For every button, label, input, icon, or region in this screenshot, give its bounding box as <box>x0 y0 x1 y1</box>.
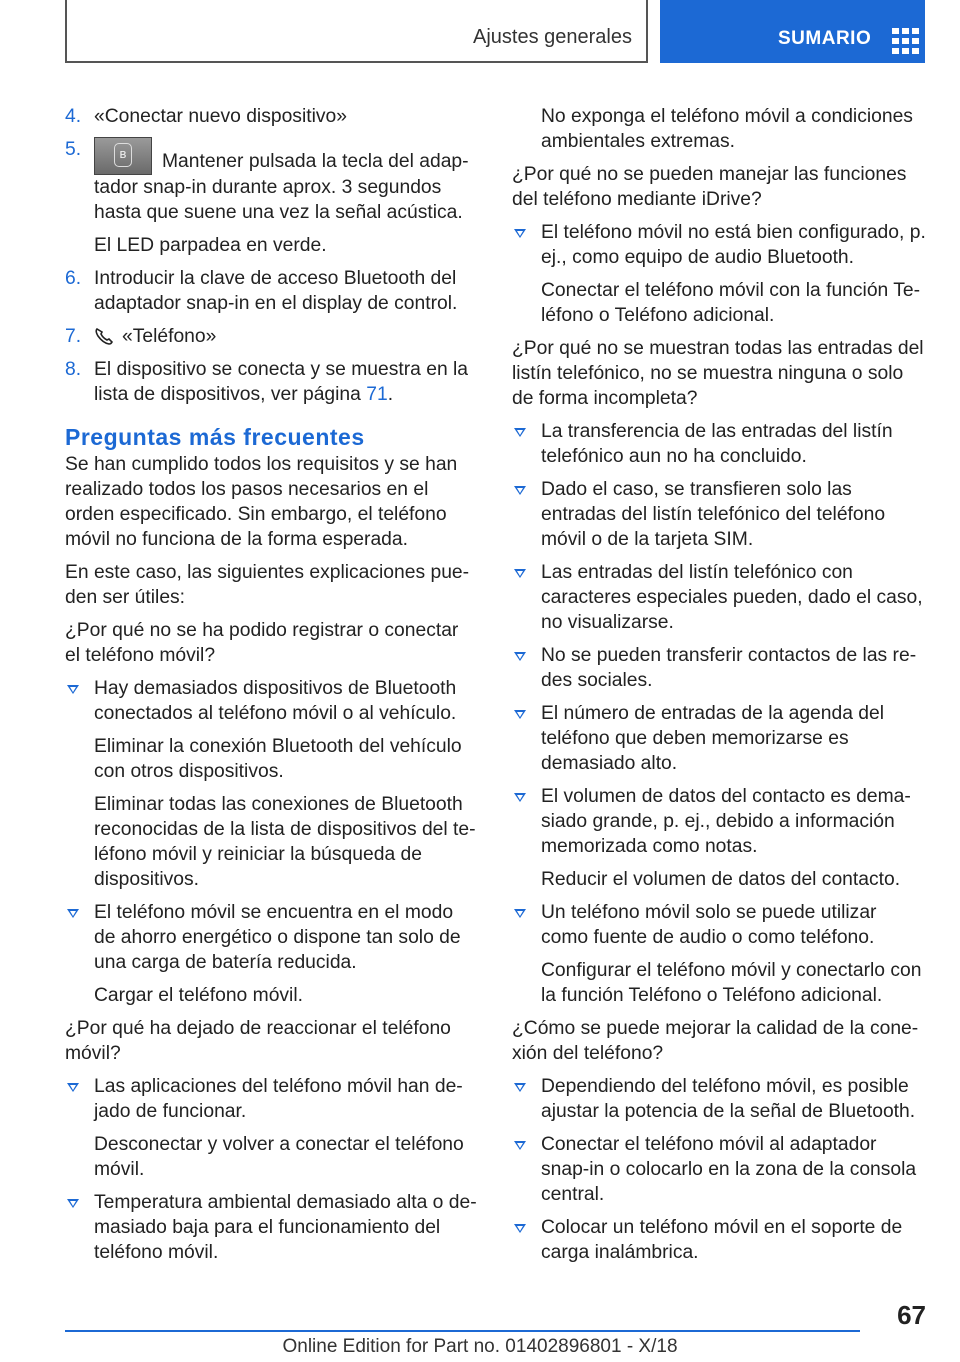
list-item <box>512 220 926 270</box>
item-note: Reducir el volumen de datos del contacto. <box>541 869 901 890</box>
item-text: Conectar el teléfono móvil al adaptador snap-in o colocarlo en la zona de la consola central. <box>541 1134 917 1205</box>
list-item <box>512 1215 926 1265</box>
triangle-bullet-icon <box>514 909 526 918</box>
triangle-bullet-icon <box>514 793 526 802</box>
faq-intro-2: En este caso, las siguientes explicaciones pueden ser útiles: <box>65 562 470 608</box>
triangle-bullet-icon <box>514 1083 526 1092</box>
item-text: El teléfono móvil se encuentra en el modo de ahorro energético o dispone tan solo de una carga de batería reducida. <box>94 902 461 973</box>
triangle-bullet-icon <box>514 1224 526 1233</box>
step-text: Introducir la clave de acceso Bluetooth del adaptador snap-in en el display de control. <box>94 268 458 314</box>
item-note: No exponga el teléfono móvil a condiciones ambientales extremas. <box>541 106 913 152</box>
edition-footer: Online Edition for Part no. 01402896801 - X/18 <box>282 1336 678 1357</box>
triangle-bullet-icon <box>514 428 526 437</box>
list-item <box>512 477 926 552</box>
page-number: 67 <box>897 1300 926 1330</box>
section-title: Ajustes generales <box>473 26 632 48</box>
item-note: Desconectar y volver a conectar el teléfono móvil. <box>94 1134 464 1180</box>
list-item <box>65 676 477 726</box>
step-8 <box>65 357 477 407</box>
page-link[interactable]: 71 <box>366 384 388 405</box>
list-item <box>512 560 926 635</box>
item-note: Conectar el teléfono móvil con la función Teléfono o Teléfono adicional. <box>541 280 921 326</box>
triangle-bullet-icon <box>67 685 79 694</box>
item-note: Eliminar todas las conexiones de Bluetooth reconocidas de la lista de dispositivos del teléfono móvil y reiniciar la búsqueda de dispositivos. <box>94 794 476 890</box>
item-text: Un teléfono móvil solo se puede utilizar como fuente de audio o como teléfono. <box>541 902 877 948</box>
triangle-bullet-icon <box>514 710 526 719</box>
left-column <box>65 104 477 1273</box>
triangle-bullet-icon <box>514 652 526 661</box>
item-text: El volumen de datos del contacto es demasiado grande, p. ej., debido a información memorizada como notas. <box>541 786 911 857</box>
sumario-button[interactable] <box>660 0 925 63</box>
header-section-box <box>65 0 648 63</box>
question: ¿Por qué no se muestran todas las entradas del listín telefónico, no se muestra ninguna o solo de forma incompleta? <box>512 338 924 409</box>
phone-icon <box>94 327 116 345</box>
item-text: La transferencia de las entradas del listín telefónico aun no ha concluido. <box>541 421 893 467</box>
triangle-bullet-icon <box>514 569 526 578</box>
step-text: «Conectar nuevo dispositivo» <box>94 106 347 127</box>
item-text: Dado el caso, se transfieren solo las entradas del listín telefónico del teléfono móvil o de la tarjeta SIM. <box>541 479 886 550</box>
list-item <box>512 784 926 859</box>
step-4 <box>65 104 477 129</box>
item-note: Eliminar la conexión Bluetooth del vehículo con otros dispositivos. <box>94 736 462 782</box>
step-text: Mantener pulsada la tecla del adaptador snap-in durante aprox. 3 segundos hasta que suene una vez la señal acústica. <box>94 151 469 223</box>
step-5 <box>65 137 477 225</box>
step-text: «Teléfono» <box>122 326 217 347</box>
list-item <box>65 1074 477 1124</box>
list-item <box>65 900 477 975</box>
step-7 <box>65 324 477 349</box>
item-text: El teléfono móvil no está bien configurado, p. ej., como equipo de audio Bluetooth. <box>541 222 926 268</box>
item-text: No se pueden transferir contactos de las redes sociales. <box>541 645 917 691</box>
triangle-bullet-icon <box>514 1141 526 1150</box>
step-text: El dispositivo se conecta y se muestra en la lista de dispositivos, ver página <box>94 359 469 405</box>
page-header <box>65 0 925 66</box>
step-5-note: El LED parpadea en verde. <box>94 235 327 256</box>
item-text: Hay demasiados dispositivos de Bluetooth conectados al teléfono móvil o al vehículo. <box>94 678 457 724</box>
right-column <box>512 104 926 1273</box>
step-number: 7. <box>65 326 82 347</box>
list-item <box>512 643 926 693</box>
bluetooth-button-icon: ʙ <box>94 137 152 175</box>
item-text: Colocar un teléfono móvil en el soporte de carga inalámbrica. <box>541 1217 903 1263</box>
triangle-bullet-icon <box>67 1083 79 1092</box>
step-text-tail: . <box>387 384 394 405</box>
step-number: 4. <box>65 106 82 127</box>
question: ¿Cómo se puede mejorar la calidad de la conexión del teléfono? <box>512 1018 919 1064</box>
step-6 <box>65 266 477 316</box>
grid-icon <box>892 28 920 54</box>
item-text: Temperatura ambiental demasiado alta o demasiado baja para el funcionamiento del teléfono móvil. <box>94 1192 477 1263</box>
triangle-bullet-icon <box>67 909 79 918</box>
item-note: Cargar el teléfono móvil. <box>94 985 303 1006</box>
list-item <box>512 1132 926 1207</box>
list-item <box>512 900 926 950</box>
item-text: Las aplicaciones del teléfono móvil han dejado de funcionar. <box>94 1076 463 1122</box>
list-item <box>512 419 926 469</box>
item-text: El número de entradas de la agenda del teléfono que deben memorizarse es demasiado alto. <box>541 703 885 774</box>
question: ¿Por qué ha dejado de reaccionar el teléfono móvil? <box>65 1018 451 1064</box>
list-item <box>65 1190 477 1265</box>
step-number: 5. <box>65 139 82 160</box>
question: ¿Por qué no se pueden manejar las funciones del teléfono mediante iDrive? <box>512 164 907 210</box>
item-text: Las entradas del listín telefónico con caracteres especiales pueden, dado el caso, no visualizarse. <box>541 562 923 633</box>
item-note: Configurar el teléfono móvil y conectarlo con la función Teléfono o Teléfono adicional. <box>541 960 922 1006</box>
list-item <box>512 1074 926 1124</box>
footer-divider <box>65 1330 860 1332</box>
step-number: 6. <box>65 268 82 289</box>
sumario-label: SUMARIO <box>778 28 872 49</box>
question: ¿Por qué no se ha podido registrar o conectar el teléfono móvil? <box>65 620 459 666</box>
item-text: Dependiendo del teléfono móvil, es posible ajustar la potencia de la señal de Bluetooth. <box>541 1076 916 1122</box>
faq-heading: Preguntas más frecuentes <box>65 424 365 450</box>
faq-intro: Se han cumplido todos los requisitos y se han realizado todos los pasos necesarios en el orden especificado. Sin embargo, el teléfono móvil no funciona de la forma esperada. <box>65 454 458 550</box>
triangle-bullet-icon <box>514 229 526 238</box>
list-item <box>512 701 926 776</box>
step-number: 8. <box>65 359 82 380</box>
triangle-bullet-icon <box>514 486 526 495</box>
triangle-bullet-icon <box>67 1199 79 1208</box>
